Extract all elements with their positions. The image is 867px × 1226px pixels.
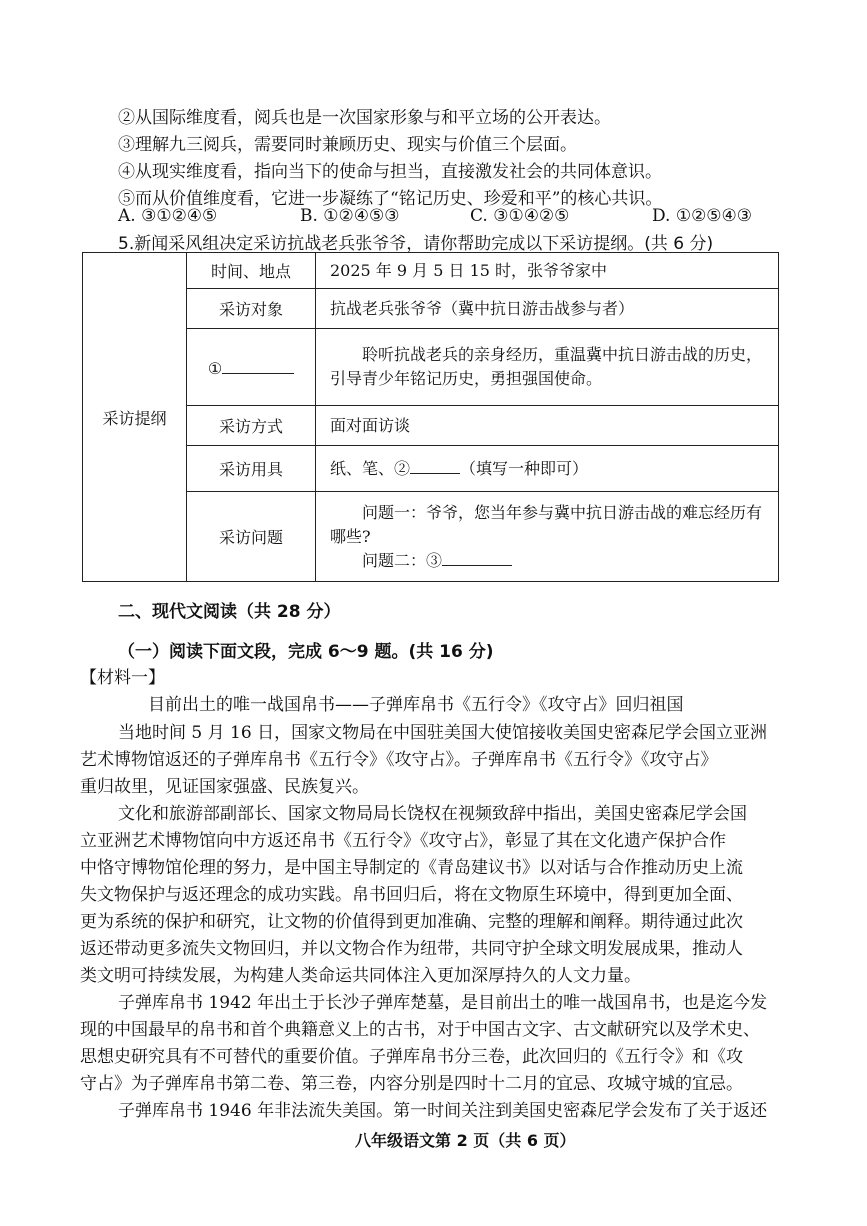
p2-line-2: 立亚洲艺术博物馆向中方返还帛书《五行令》《攻守占》，彰显了其在文化遗产保护合作 (80, 831, 726, 851)
blank-1-marker: ① (207, 358, 223, 378)
p3-line-3: 思想史研究具有不可替代的重要价值。子弹库帛书分三卷，此次回归的《五行令》和《攻 (80, 1047, 743, 1067)
outline-label: 采访提纲 (83, 253, 187, 582)
material-1-label: 【材料一】 (80, 668, 165, 688)
blank-1-line (222, 357, 294, 374)
p1-line-2: 艺术博物馆返还的子弹库帛书《五行令》《攻守占》。子弹库帛书《五行令》《攻守占》 (80, 750, 718, 770)
tools-suffix: （填写一种即可） (460, 458, 589, 478)
choice-c: C. ③①④②⑤ (470, 206, 570, 226)
p2-line-4: 失文物保护与返还理念的成功实践。帛书回归后，将在文物原生环境中，得到更加全面、 (80, 885, 743, 905)
section-2-title: 二、现代文阅读（共 28 分） (118, 602, 341, 622)
p2-line-3: 中恪守博物馆伦理的努力，是中国主导制定的《青岛建议书》以对话与合作推动历史上流 (80, 858, 743, 878)
tools-prefix: 纸、笔、② (330, 458, 411, 478)
page-footer: 八年级语文第 2 页（共 6 页） (355, 1131, 576, 1150)
row-content-questions (316, 492, 779, 582)
interview-outline-table (82, 252, 779, 582)
interview-question-2: 问题二：③ (362, 550, 443, 570)
option-3: ③理解九三阅兵，需要同时兼顾历史、现实与价值三个层面。 (118, 135, 577, 155)
row-content-interviewee: 抗战老兵张爷爷（冀中抗日游击战参与者） (316, 289, 779, 329)
option-2: ②从国际维度看，阅兵也是一次国家形象与和平立场的公开表达。 (118, 108, 611, 128)
p3-line-4: 守占》为子弹库帛书第二卷、第三卷，内容分别是四时十二月的宜忌、攻城守城的宜忌。 (80, 1074, 743, 1094)
blank-2-line (410, 457, 460, 474)
interview-question-2-line (330, 549, 768, 573)
p2-line-7: 类文明可持续发展，为构建人类命运共同体注入更加深厚持久的人文力量。 (80, 966, 641, 986)
article-title: 目前出土的唯一战国帛书——子弹库帛书《五行令》《攻守占》回归祖国 (148, 695, 684, 715)
option-4: ④从现实维度看，指向当下的使命与担当，直接激发社会的共同体意识。 (118, 162, 662, 182)
row-label-questions: 采访问题 (187, 492, 316, 582)
choice-b: B. ①②④⑤③ (300, 206, 400, 226)
p3-line-2: 现的中国最早的帛书和首个典籍意义上的古书，对于中国古文字、古文献研究以及学术史、 (80, 1020, 760, 1040)
p1-line-1: 当地时间 5 月 16 日，国家文物局在中国驻美国大使馆接收美国史密森尼学会国立亚洲 (118, 723, 768, 743)
blank-3-line (442, 549, 512, 566)
part-1-title: （一）阅读下面文段，完成 6～9 题。(共 16 分) (118, 642, 494, 662)
row-content-time-place: 2025 年 9 月 5 日 15 时，张爷爷家中 (316, 253, 779, 289)
row-label-time-place: 时间、地点 (187, 253, 316, 289)
p2-line-5: 更为系统的保护和研究，让文物的价值得到更加准确、完整的理解和阐释。期待通过此次 (80, 912, 743, 932)
row-content-purpose: 聆听抗战老兵的亲身经历，重温冀中抗日游击战的历史，引导青少年铭记历史，勇担强国使命。 (316, 329, 779, 406)
row-content-tools (316, 446, 779, 492)
row-label-method: 采访方式 (187, 406, 316, 446)
row-content-method: 面对面访谈 (316, 406, 779, 446)
choice-a: A. ③①②④⑤ (118, 206, 218, 226)
row-label-tools: 采访用具 (187, 446, 316, 492)
p2-line-6: 返还带动更多流失文物回归，并以文物合作为纽带，共同守护全球文明发展成果，推动人 (80, 939, 743, 959)
choice-d: D. ①②⑤④③ (652, 206, 753, 226)
option-5: ⑤而从价值维度看，它进一步凝练了“铭记历史、珍爱和平”的核心共识。 (118, 189, 663, 209)
p4-line-1: 子弹库帛书 1946 年非法流失美国。第一时间关注到美国史密森尼学会发布了关于返还 (118, 1101, 768, 1121)
p1-line-3: 重归故里，见证国家强盛、民族复兴。 (80, 777, 369, 797)
row-label-interviewee: 采访对象 (187, 289, 316, 329)
p3-line-1: 子弹库帛书 1942 年出土于长沙子弹库楚墓，是目前出土的唯一战国帛书，也是迄今发 (118, 993, 768, 1013)
interview-question-1: 问题一：爷爷，您当年参与冀中抗日游击战的难忘经历有哪些? (330, 502, 763, 546)
question-5-title: 5.新闻采风组决定采访抗战老兵张爷爷，请你帮助完成以下采访提纲。(共 6 分) (118, 234, 714, 254)
p2-line-1: 文化和旅游部副部长、国家文物局局长饶权在视频致辞中指出，美国史密森尼学会国 (118, 804, 747, 824)
row-label-blank-1 (187, 329, 316, 406)
